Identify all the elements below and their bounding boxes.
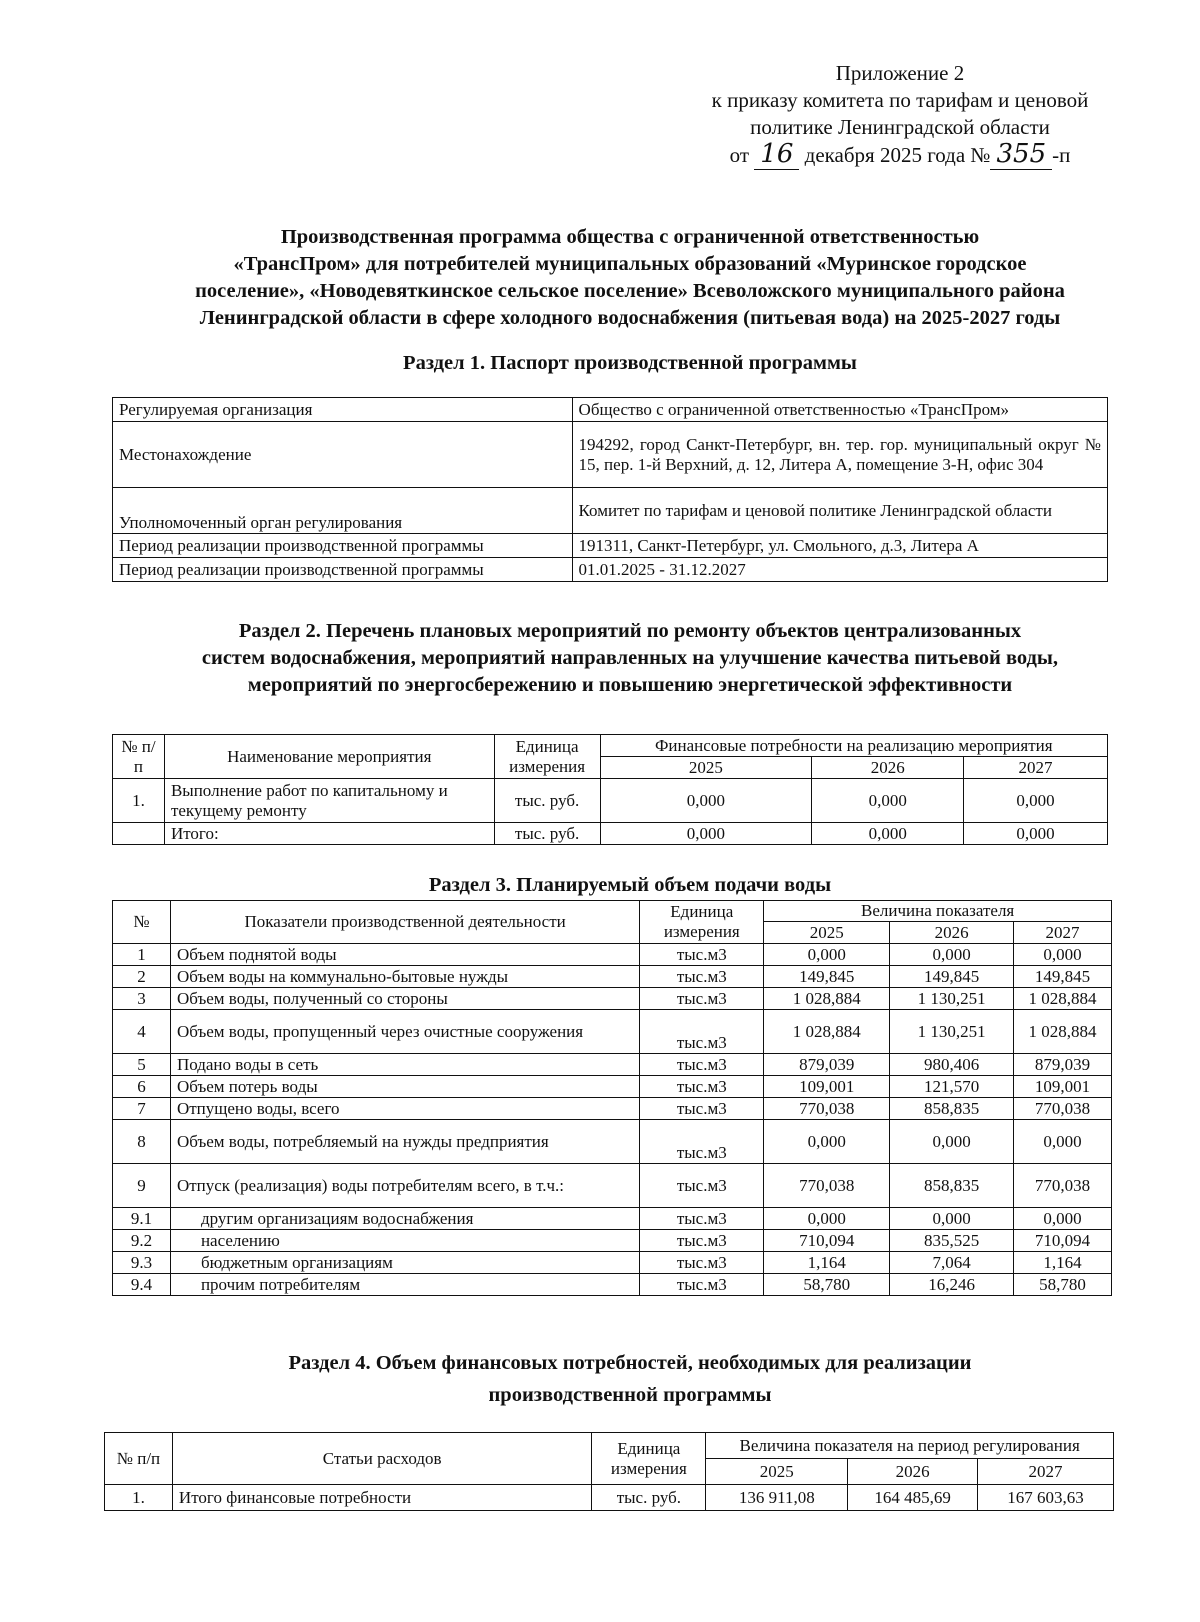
row-num: 9 bbox=[113, 1164, 171, 1208]
table-row bbox=[113, 988, 1112, 1010]
table-header-row bbox=[105, 1433, 1114, 1459]
row-num: 6 bbox=[113, 1076, 171, 1098]
table-row bbox=[113, 779, 1108, 823]
passport-label: Период реализации производственной программы bbox=[113, 558, 573, 582]
annex-day: 16 bbox=[754, 139, 799, 170]
row-name: Объем поднятой воды bbox=[170, 944, 639, 966]
table-row bbox=[113, 823, 1108, 845]
table-row bbox=[113, 966, 1112, 988]
table-row bbox=[113, 1076, 1112, 1098]
header-year: 2025 bbox=[600, 757, 812, 779]
row-value: 1 130,251 bbox=[890, 1010, 1014, 1054]
row-unit: тыс. руб. bbox=[592, 1485, 706, 1511]
table-row bbox=[113, 1274, 1112, 1296]
row-num: 9.1 bbox=[113, 1208, 171, 1230]
passport-value: 194292, город Санкт-Петербург, вн. тер. гор. муниципальный округ № 15, пер. 1-й Верхний, д. 12, Литера А, помещение 3-Н, офис 304 bbox=[572, 422, 1107, 488]
row-value: 167 603,63 bbox=[978, 1485, 1114, 1511]
passport-value: Общество с ограниченной ответственностью «ТрансПром» bbox=[572, 398, 1107, 422]
header-year: 2027 bbox=[964, 757, 1108, 779]
row-num bbox=[113, 823, 165, 845]
row-value: 0,000 bbox=[812, 823, 964, 845]
annex-header bbox=[660, 60, 1140, 169]
table-row bbox=[113, 1230, 1112, 1252]
section2-heading bbox=[110, 618, 1150, 699]
row-value: 835,525 bbox=[890, 1230, 1014, 1252]
header-num: № п/п bbox=[105, 1433, 173, 1485]
header-name: Наименование мероприятия bbox=[164, 735, 494, 779]
row-value: 149,845 bbox=[890, 966, 1014, 988]
row-name: Объем воды, полученный со стороны bbox=[170, 988, 639, 1010]
table-row bbox=[113, 398, 1108, 422]
table-row bbox=[113, 1010, 1112, 1054]
table-row bbox=[113, 534, 1108, 558]
row-name: Подано воды в сеть bbox=[170, 1054, 639, 1076]
header-group: Финансовые потребности на реализацию мероприятия bbox=[600, 735, 1107, 757]
header-group: Величина показателя на период регулирования bbox=[706, 1433, 1114, 1459]
table-row bbox=[113, 1164, 1112, 1208]
row-num: 1. bbox=[113, 779, 165, 823]
section3-water-volume-table bbox=[112, 900, 1112, 1296]
header-num: № п/п bbox=[113, 735, 165, 779]
row-value: 16,246 bbox=[890, 1274, 1014, 1296]
table-row bbox=[113, 1054, 1112, 1076]
title-line-2: «ТрансПром» для потребителей муниципальных образований «Муринское городское bbox=[233, 253, 1027, 275]
table-row bbox=[113, 558, 1108, 582]
row-value: 770,038 bbox=[1014, 1098, 1112, 1120]
row-value: 58,780 bbox=[764, 1274, 890, 1296]
title-line-1: Производственная программа общества с ограниченной ответственностью bbox=[280, 226, 980, 248]
row-value: 1 028,884 bbox=[764, 988, 890, 1010]
row-unit: тыс.м3 bbox=[640, 966, 764, 988]
row-name: Отпуск (реализация) воды потребителям всего, в т.ч.: bbox=[170, 1164, 639, 1208]
row-value: 0,000 bbox=[600, 823, 812, 845]
row-value: 149,845 bbox=[764, 966, 890, 988]
row-value: 109,001 bbox=[764, 1076, 890, 1098]
section1-passport-table bbox=[112, 397, 1108, 582]
row-value: 710,094 bbox=[1014, 1230, 1112, 1252]
table-row bbox=[113, 1252, 1112, 1274]
row-num: 2 bbox=[113, 966, 171, 988]
section3-heading: Раздел 3. Планируемый объем подачи воды bbox=[428, 874, 832, 896]
row-unit: тыс.м3 bbox=[640, 1098, 764, 1120]
row-value: 1,164 bbox=[1014, 1252, 1112, 1274]
section2-measures-table bbox=[112, 734, 1108, 845]
passport-value: 191311, Санкт-Петербург, ул. Смольного, д.3, Литера А bbox=[572, 534, 1107, 558]
row-value: 879,039 bbox=[1014, 1054, 1112, 1076]
annex-line-2: к приказу комитета по тарифам и ценовой bbox=[711, 88, 1089, 112]
annex-line-3: политике Ленинградской области bbox=[750, 115, 1050, 139]
passport-value: 01.01.2025 - 31.12.2027 bbox=[572, 558, 1107, 582]
row-unit: тыс.м3 bbox=[640, 1120, 764, 1164]
annex-number: 355 bbox=[990, 139, 1052, 170]
header-num: № bbox=[113, 901, 171, 944]
row-name: другим организациям водоснабжения bbox=[170, 1208, 639, 1230]
passport-label: Уполномоченный орган регулирования bbox=[113, 488, 573, 534]
row-value: 0,000 bbox=[1014, 1208, 1112, 1230]
table-header-row bbox=[113, 901, 1112, 922]
row-value: 0,000 bbox=[890, 1120, 1014, 1164]
row-num: 1 bbox=[113, 944, 171, 966]
row-value: 7,064 bbox=[890, 1252, 1014, 1274]
header-year: 2026 bbox=[812, 757, 964, 779]
header-group: Величина показателя bbox=[764, 901, 1112, 922]
section4-heading-line-1: Раздел 4. Объем финансовых потребностей, необходимых для реализации bbox=[288, 1352, 972, 1374]
section4-heading-line-2: производственной программы bbox=[488, 1384, 772, 1406]
passport-label: Регулируемая организация bbox=[113, 398, 573, 422]
row-value: 0,000 bbox=[600, 779, 812, 823]
row-num: 4 bbox=[113, 1010, 171, 1054]
row-value: 858,835 bbox=[890, 1098, 1014, 1120]
table-row bbox=[113, 422, 1108, 488]
section4-financial-table bbox=[104, 1432, 1114, 1511]
row-value: 149,845 bbox=[1014, 966, 1112, 988]
row-value: 0,000 bbox=[1014, 944, 1112, 966]
row-num: 9.4 bbox=[113, 1274, 171, 1296]
row-value: 136 911,08 bbox=[706, 1485, 848, 1511]
row-unit: тыс.м3 bbox=[640, 1010, 764, 1054]
row-name: населению bbox=[170, 1230, 639, 1252]
annex-date-middle: декабря 2025 года № bbox=[804, 143, 991, 167]
row-num: 3 bbox=[113, 988, 171, 1010]
row-unit: тыс. руб. bbox=[494, 823, 600, 845]
row-num: 7 bbox=[113, 1098, 171, 1120]
row-value: 770,038 bbox=[764, 1164, 890, 1208]
row-unit: тыс.м3 bbox=[640, 1054, 764, 1076]
row-name: Итого: bbox=[164, 823, 494, 845]
header-year: 2027 bbox=[1014, 922, 1112, 944]
row-unit: тыс. руб. bbox=[494, 779, 600, 823]
row-num: 8 bbox=[113, 1120, 171, 1164]
row-name: Отпущено воды, всего bbox=[170, 1098, 639, 1120]
row-unit: тыс.м3 bbox=[640, 1230, 764, 1252]
header-year: 2027 bbox=[978, 1459, 1114, 1485]
section4-heading bbox=[110, 1350, 1150, 1409]
row-unit: тыс.м3 bbox=[640, 1274, 764, 1296]
row-num: 9.2 bbox=[113, 1230, 171, 1252]
row-value: 770,038 bbox=[764, 1098, 890, 1120]
header-unit: Единица измерения bbox=[494, 735, 600, 779]
row-value: 1 028,884 bbox=[1014, 988, 1112, 1010]
passport-label: Местонахождение bbox=[113, 422, 573, 488]
header-name: Статьи расходов bbox=[172, 1433, 591, 1485]
table-row bbox=[113, 488, 1108, 534]
annex-line-1: Приложение 2 bbox=[835, 61, 965, 85]
row-name: бюджетным организациям bbox=[170, 1252, 639, 1274]
row-value: 879,039 bbox=[764, 1054, 890, 1076]
header-year: 2026 bbox=[890, 922, 1014, 944]
row-num: 1. bbox=[105, 1485, 173, 1511]
table-header-row bbox=[113, 735, 1108, 757]
row-value: 0,000 bbox=[890, 944, 1014, 966]
section2-heading-line-2: систем водоснабжения, мероприятий направленных на улучшение качества питьевой воды, bbox=[201, 647, 1059, 669]
table-row bbox=[113, 1120, 1112, 1164]
row-unit: тыс.м3 bbox=[640, 1076, 764, 1098]
row-unit: тыс.м3 bbox=[640, 1208, 764, 1230]
annex-date-line bbox=[660, 141, 1140, 169]
row-value: 980,406 bbox=[890, 1054, 1014, 1076]
row-value: 0,000 bbox=[764, 944, 890, 966]
row-name: Итого финансовые потребности bbox=[172, 1485, 591, 1511]
row-value: 858,835 bbox=[890, 1164, 1014, 1208]
row-value: 0,000 bbox=[890, 1208, 1014, 1230]
row-name: Объем воды, пропущенный через очистные сооружения bbox=[170, 1010, 639, 1054]
table-row bbox=[113, 1098, 1112, 1120]
row-value: 1 028,884 bbox=[1014, 1010, 1112, 1054]
header-year: 2025 bbox=[764, 922, 890, 944]
row-num: 5 bbox=[113, 1054, 171, 1076]
row-unit: тыс.м3 bbox=[640, 944, 764, 966]
row-name: Объем потерь воды bbox=[170, 1076, 639, 1098]
title-line-4: Ленинградской области в сфере холодного водоснабжения (питьевая вода) на 2025-2027 годы bbox=[199, 307, 1061, 329]
passport-value: Комитет по тарифам и ценовой политике Ленинградской области bbox=[572, 488, 1107, 534]
header-year: 2025 bbox=[706, 1459, 848, 1485]
row-unit: тыс.м3 bbox=[640, 1164, 764, 1208]
title-line-3: поселение», «Новодевяткинское сельское поселение» Всеволожского муниципального района bbox=[195, 280, 1065, 302]
row-value: 0,000 bbox=[764, 1120, 890, 1164]
row-value: 0,000 bbox=[964, 779, 1108, 823]
row-value: 710,094 bbox=[764, 1230, 890, 1252]
document-title bbox=[110, 224, 1150, 332]
table-row bbox=[113, 944, 1112, 966]
passport-label: Период реализации производственной программы bbox=[113, 534, 573, 558]
row-name: Объем воды на коммунально-бытовые нужды bbox=[170, 966, 639, 988]
header-name: Показатели производственной деятельности bbox=[170, 901, 639, 944]
row-unit: тыс.м3 bbox=[640, 1252, 764, 1274]
annex-suffix: -п bbox=[1052, 143, 1071, 167]
row-value: 109,001 bbox=[1014, 1076, 1112, 1098]
row-name: Выполнение работ по капитальному и текущему ремонту bbox=[164, 779, 494, 823]
row-value: 1,164 bbox=[764, 1252, 890, 1274]
row-value: 0,000 bbox=[812, 779, 964, 823]
row-value: 0,000 bbox=[1014, 1120, 1112, 1164]
section2-heading-line-3: мероприятий по энергосбережению и повышению энергетической эффективности bbox=[247, 674, 1013, 696]
table-row bbox=[105, 1485, 1114, 1511]
row-value: 1 130,251 bbox=[890, 988, 1014, 1010]
row-value: 164 485,69 bbox=[848, 1485, 978, 1511]
header-unit: Единица измерения bbox=[592, 1433, 706, 1485]
header-unit: Единица измерения bbox=[640, 901, 764, 944]
header-year: 2026 bbox=[848, 1459, 978, 1485]
row-value: 58,780 bbox=[1014, 1274, 1112, 1296]
table-row bbox=[113, 1208, 1112, 1230]
row-value: 770,038 bbox=[1014, 1164, 1112, 1208]
row-name: прочим потребителям bbox=[170, 1274, 639, 1296]
row-name: Объем воды, потребляемый на нужды предприятия bbox=[170, 1120, 639, 1164]
row-value: 0,000 bbox=[764, 1208, 890, 1230]
row-num: 9.3 bbox=[113, 1252, 171, 1274]
section2-heading-line-1: Раздел 2. Перечень плановых мероприятий по ремонту объектов централизованных bbox=[238, 620, 1022, 642]
row-value: 1 028,884 bbox=[764, 1010, 890, 1054]
row-value: 0,000 bbox=[964, 823, 1108, 845]
annex-date-prefix: от bbox=[729, 143, 750, 167]
section1-heading: Раздел 1. Паспорт производственной программы bbox=[403, 352, 857, 374]
row-value: 121,570 bbox=[890, 1076, 1014, 1098]
row-unit: тыс.м3 bbox=[640, 988, 764, 1010]
